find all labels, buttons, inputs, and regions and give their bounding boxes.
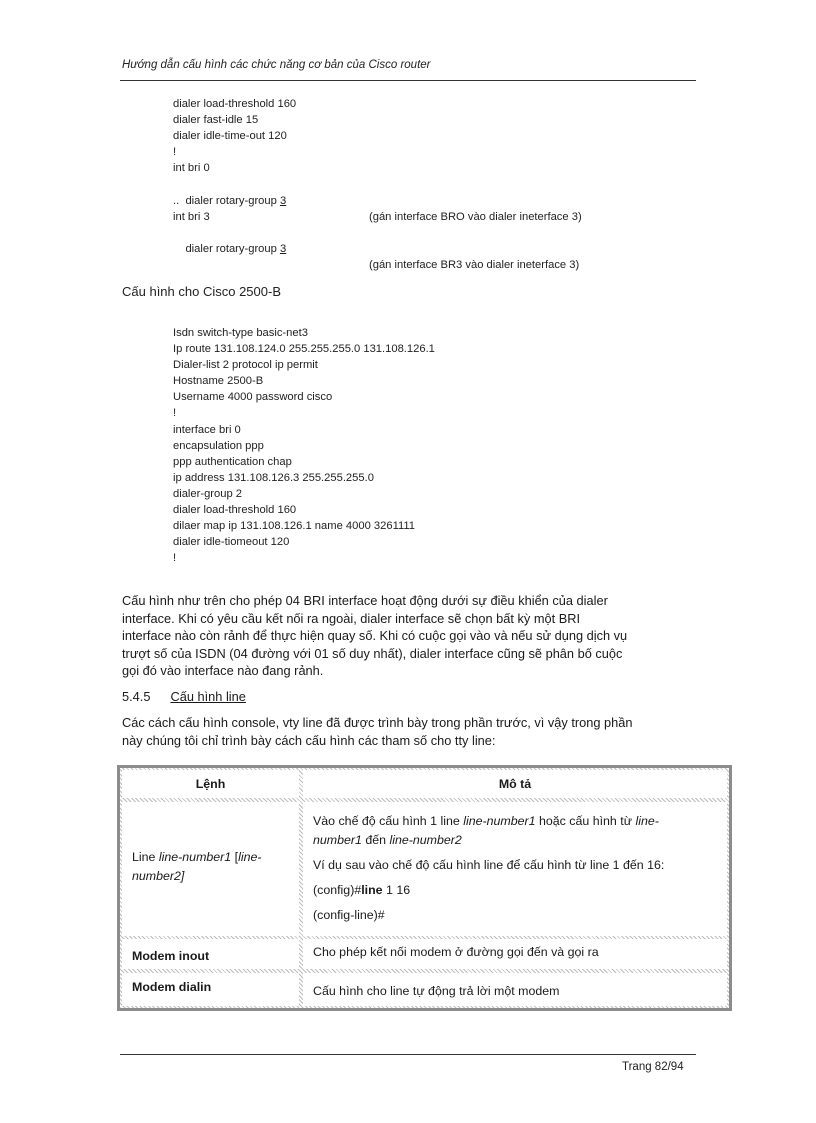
table-cell-description-line (303, 802, 727, 936)
rotary-comment: (gán interface BRO vào dialer ineterface 3) (369, 210, 582, 223)
code-line: dialer fast-idle 15 (173, 114, 259, 127)
cmd-text: [ (231, 850, 239, 864)
code-line: .. (173, 194, 180, 207)
desc-command-example (313, 881, 719, 900)
desc-text: Vào chế độ cấu hình 1 line (313, 814, 464, 828)
desc-text: hoặc cấu hình từ (535, 814, 636, 828)
cmd-text: Line (132, 850, 159, 864)
section-title: Cấu hình line (170, 689, 246, 704)
rotary-cmd: dialer rotary-group (185, 242, 280, 255)
code-line: Username 4000 password cisco (173, 391, 333, 404)
code-line: Hostname 2500-B (173, 375, 264, 388)
section-number: 5.4.5 (122, 689, 151, 704)
paragraph-line: Cấu hình như trên cho phép 04 BRI interface hoạt động dưới sự điều khiển của dialer (122, 593, 608, 608)
code-line: Ip route 131.108.124.0 255.255.255.0 131.108.126.1 (173, 343, 435, 356)
code-line: int bri 0 (173, 162, 210, 175)
paragraph-line: này chúng tôi chỉ trình bày cách cấu hình các tham số cho tty line: (122, 732, 496, 748)
desc-arg: line-number2 (389, 833, 462, 847)
paragraph-line: interface. Khi có yêu cầu kết nối ra ngoài, dialer interface sẽ chọn bất kỳ một BRI (122, 610, 581, 626)
paragraph-line: gọi đó vào interface nào đang rảnh. (122, 663, 324, 679)
desc-text: 1 16 (382, 883, 411, 897)
table-cell-command-modem-inout: Modem inout (122, 939, 299, 969)
section-heading-2500b: Cấu hình cho Cisco 2500-B (122, 284, 281, 299)
table-cell-command-line (122, 802, 299, 936)
desc-line-1 (313, 812, 719, 831)
paragraph-line: trượt số của ISDN (04 đường với 01 số duy nhất), dialer interface cũng sẽ phân bố cuộc (122, 645, 623, 661)
desc-line-2 (313, 831, 719, 850)
desc-example: Ví dụ sau vào chế độ cấu hình line để cấu hình từ line 1 đến 16: (313, 858, 665, 872)
rotary-cmd: dialer rotary-group (185, 194, 280, 207)
page-header-title: Hướng dẫn cấu hình các chức năng cơ bản của Cisco router (122, 59, 431, 71)
paragraph-dialer-explanation (122, 592, 702, 680)
rotary-comment: (gán interface BR3 vào dialer ineterface 3) (369, 258, 580, 271)
code-line-rotary-2 (173, 225, 673, 271)
table-cell-description-modem-inout: Cho phép kết nối modem ở đường gọi đến và gọi ra (303, 939, 727, 969)
code-line: ! (173, 146, 177, 159)
table-cell-description-modem-dialin: Cấu hình cho line tự động trả lời một modem (303, 973, 727, 1006)
code-line: ! (173, 552, 177, 565)
code-line: dialer load-threshold 160 (173, 504, 297, 517)
code-line: int bri 3 (173, 210, 210, 223)
desc-text: đến (361, 833, 390, 847)
code-line: encapsulation ppp (173, 439, 264, 452)
code-line: Dialer-list 2 protocol ip permit (173, 359, 318, 372)
paragraph-line: Các cách cấu hình console, vty line đã được trình bày trong phần trước, vì vậy trong phần (122, 715, 633, 730)
desc-arg: line-number1 (463, 814, 536, 828)
cmd-arg: line-number1 (158, 850, 232, 864)
code-line: interface bri 0 (173, 423, 241, 436)
code-line: ! (173, 407, 177, 420)
code-line: ip address 131.108.126.3 255.255.255.0 (173, 471, 374, 484)
table-header-description: Mô tả (303, 770, 727, 798)
code-block-1 (173, 96, 673, 271)
header-rule (120, 80, 696, 81)
rotary-number: 3 (279, 242, 287, 255)
code-line: dialer-group 2 (173, 487, 243, 500)
section-heading-545 (122, 689, 246, 704)
code-line: ppp authentication chap (173, 455, 292, 468)
table-cell-command-modem-dialin: Modem dialin (122, 973, 299, 1006)
cmd-arg: line- (238, 850, 262, 864)
cmd-arg: number2] (132, 869, 185, 883)
table-header-command: Lệnh (122, 770, 299, 798)
desc-text: (config)# (313, 883, 362, 897)
paragraph-tty-intro (122, 714, 702, 749)
code-line: dialer load-threshold 160 (173, 98, 297, 110)
code-line: dilaer map ip 131.108.126.1 name 4000 3261111 (173, 520, 415, 533)
code-line: Isdn switch-type basic-net3 (173, 327, 308, 339)
rotary-number: 3 (279, 194, 287, 207)
code-line: dialer idle-time-out 120 (173, 130, 287, 143)
footer-rule (120, 1054, 696, 1055)
desc-arg: number1 (313, 833, 362, 847)
paragraph-line: interface nào còn rảnh để thực hiện quay số. Khi có cuộc gọi vào và nếu sử dụng dịch vụ (122, 628, 628, 644)
code-line: dialer idle-tiomeout 120 (173, 536, 290, 549)
code-block-2 (173, 325, 673, 566)
desc-command-prompt: (config-line)# (313, 908, 385, 922)
line-commands-table (117, 765, 732, 1011)
page-number: Trang 82/94 (622, 1061, 684, 1073)
desc-arg: line- (635, 814, 659, 828)
desc-keyword: line (361, 883, 383, 897)
